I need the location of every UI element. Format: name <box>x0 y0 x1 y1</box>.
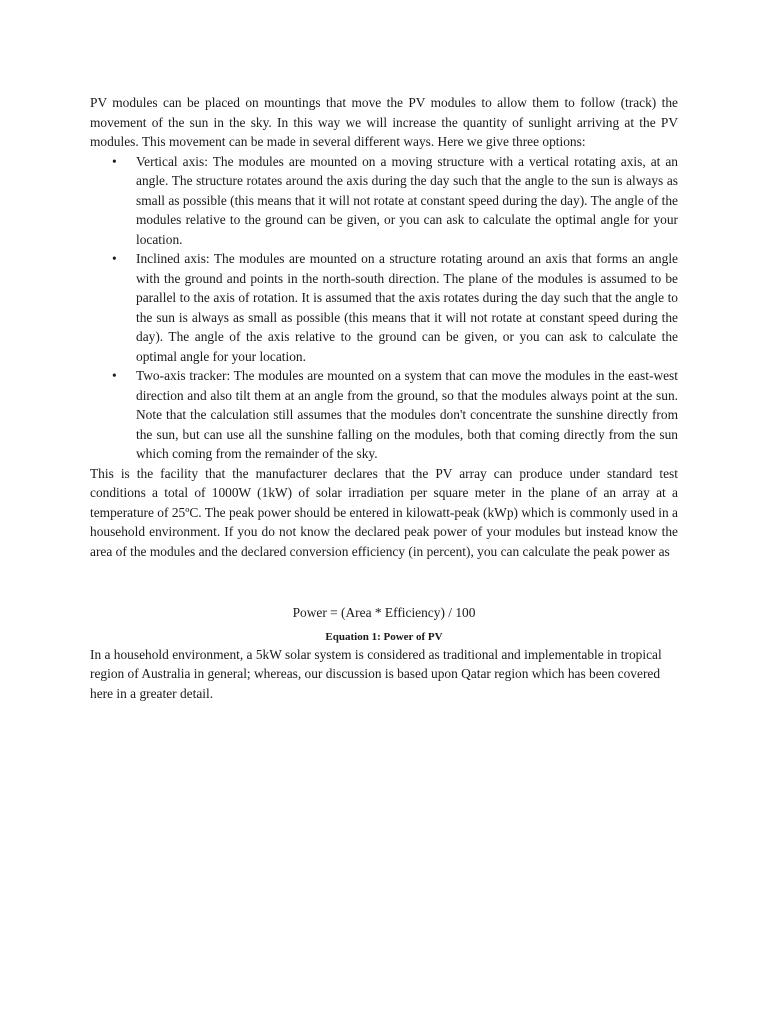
document-page <box>90 93 678 703</box>
closing-paragraph: In a household environment, a 5kW solar system is considered as traditional and implementable in tropical region of Australia in general; whereas, our discussion is based upon Qatar region which has been covered here in a greater detail. <box>90 646 662 701</box>
bullet-icon: • <box>112 251 117 266</box>
bullet-icon: • <box>112 368 117 383</box>
peak-power-paragraph: This is the facility that the manufacturer declares that the PV array can produce under standard test conditions a total of 1000W (1kW) of solar irradiation per square meter in the plane of an array at a temperature of 25ºC. The peak power should be entered in kilowatt-peak (kWp) which is commonly used in a household environment. If you do not know the declared peak power of your modules but instead know the area of the modules and the declared conversion efficiency (in percent), you can calculate the peak power as <box>90 465 678 559</box>
list-item <box>90 366 678 464</box>
equation-caption: Equation 1: Power of PV <box>325 630 443 643</box>
intro-paragraph: PV modules can be placed on mountings that move the PV modules to allow them to follow (track) the movement of the sun in the sky. In this way we will increase the quantity of sunlight arriving at the PV modules. This movement can be made in several different ways. Here we give three options: <box>90 95 678 149</box>
power-equation: Power = (Area * Efficiency) / 100 <box>292 605 476 620</box>
list-item <box>90 152 678 250</box>
option-inclined-axis-text: Inclined axis: The modules are mounted on a structure rotating around an axis that forms an angle with the ground and points in the north-south direction. The plane of the modules is assumed to be parallel to the axis of rotation. It is assumed that the axis rotates during the day such that the angle to the sun is always as small as possible (this means that it will not rotate at constant speed during the day). The angle of the axis relative to the ground can be given, or you can ask to calculate the optimal angle for your location. <box>136 251 678 364</box>
option-two-axis-tracker-text: Two-axis tracker: The modules are mounted on a system that can move the modules in the east-west direction and also tilt them at an angle from the ground, so that the modules always point at the sun. Note that the calculation still assumes that the modules don't concentrate the sunshine directly from the sun, but can use all the sunshine falling on the modules, both that coming directly from the sun which coming from the remainder of the sky. <box>136 368 678 461</box>
tracking-options-list <box>90 152 678 464</box>
bullet-icon: • <box>112 153 117 169</box>
option-vertical-axis-text: Vertical axis: The modules are mounted on a moving structure with a vertical rotating axis, at an angle. The structure rotates around the axis during the day such that the angle to the sun is always as small as possible (this means that it will not rotate at constant speed during the day). The angle of the modules relative to the ground can be given, or you can ask to calculate the optimal angle for your location. <box>136 153 678 247</box>
list-item <box>90 249 678 366</box>
